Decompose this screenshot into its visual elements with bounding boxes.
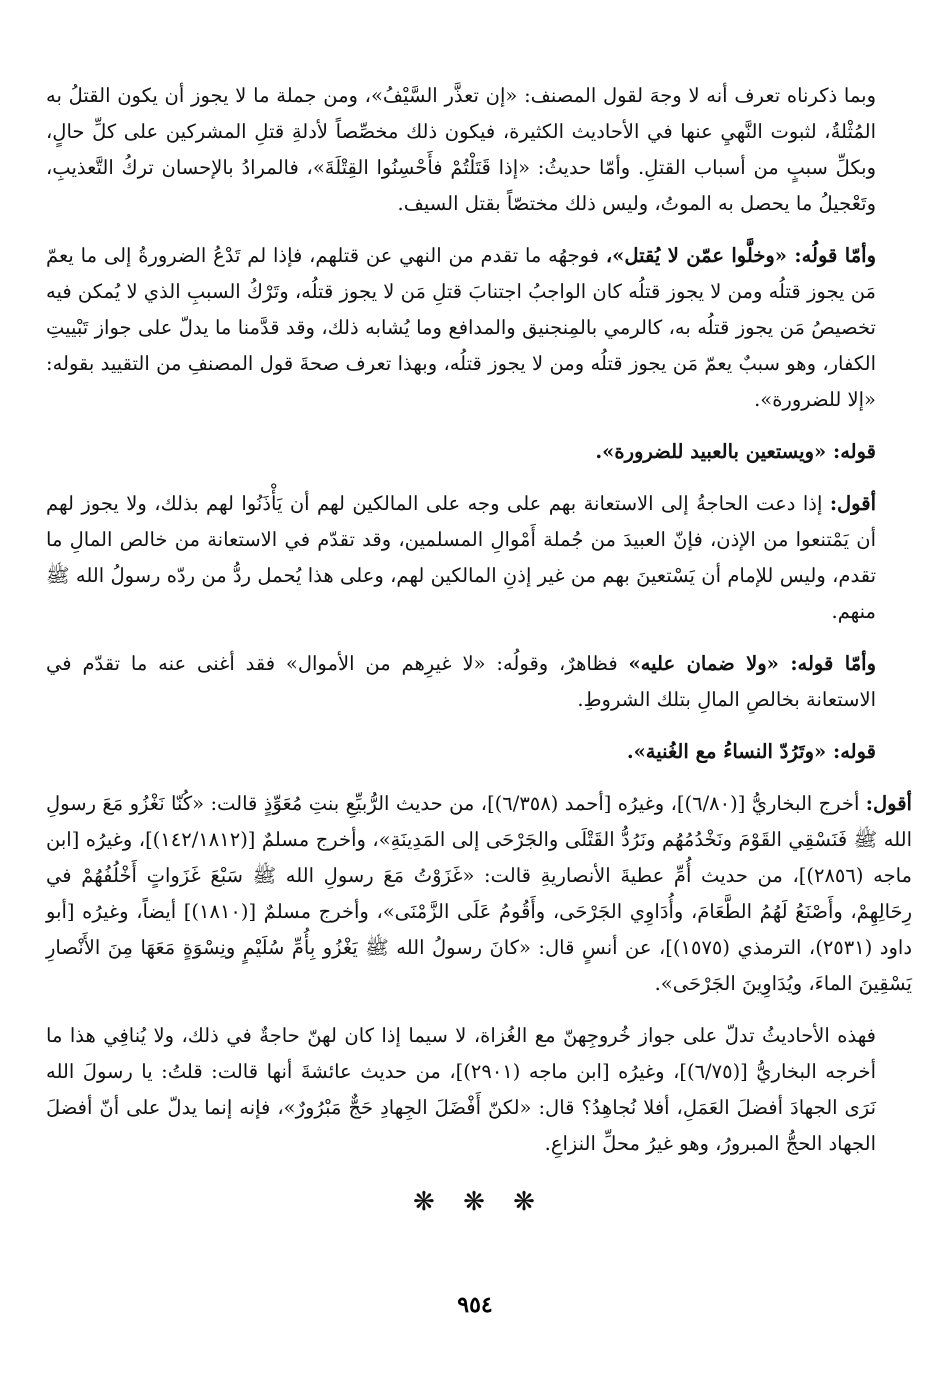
paragraph-5 — [46, 646, 912, 718]
page-body — [46, 78, 912, 1220]
paragraph-4 — [46, 486, 912, 630]
paragraph-lead: وأمّا قولُه: «وخلَّوا عمّن لا يُقتل»، — [605, 244, 876, 267]
paragraph-text: إذا دعت الحاجةُ إلى الاستعانة بهم على وجه على المالكين لهم أن يَأْذَنُوا لهم بذلك، ولا يجوز لهم أن يَمْتنعوا من الإذن، فإنّ العبيدَ من جُملة أَمْوالِ المسلمين، وقد تقدّم في الاستعانة من خالص المالِ ما تقدم، وليس للإمام أن يَسْتعينَ بهم من غير إذنِ المالكين لهم، وعلى هذا يُحمل ردُّ من ردّه رسولُ الله ﷺ منهم. — [46, 492, 876, 623]
paragraph-7 — [46, 786, 912, 1002]
paragraph-lead: وأمّا قوله: «ولا ضمان عليه» — [628, 652, 876, 675]
paragraph-6 — [46, 734, 912, 770]
paragraph-lead: قوله: «وتَرُدّ النساءُ مع الغُنية». — [626, 740, 876, 763]
paragraph-text: فهذه الأحاديثُ تدلّ على جواز خُروجِهنّ مع الغُزاة، لا سيما إذا كان لهنّ حاجةٌ في ذلك، ولا يُنافِي هذا ما أخرجه البخاريُّ [(٦/٧٥)]، وغيرُه [ابن ماجه (٢٩٠١)]، من حديث عائشةَ أنها قالت: قلتُ: يا رسولَ الله نَرَى الجهادَ أفضلَ العَمَلِ، أفلا نُجاهِدُ؟ قال: «لكنّ أَفْضَلَ الجِهادِ حَجٌّ مَبْرُورٌ»، فإنه إنما يدلّ على أنّ أفضلَ الجهاد الحجُّ المبرورُ، وهو غيرُ محلِّ النزاعِ. — [46, 1024, 876, 1155]
paragraph-text: فظاهرٌ، وقولُه: «لا غيرِهم من الأموال» فقد أغنى عنه ما تقدّم في الاستعانة بخالصِ المالِ بتلك الشروطِ. — [46, 652, 876, 711]
paragraph-text: أخرج البخاريُّ [(٦/٨٠)]، وغيرُه [أحمد (٦/٣٥٨)]، من حديث الرُّبيِّعِ بنتِ مُعَوِّذٍ قالت: «كُنّا نَغْزُو مَعَ رسولِ الله ﷺ فَنَسْقِي القَوْمَ ونَخْدُمُهُم ونَرُدُّ القَتْلَى والجَرْحَى إلى المَدِينَةِ»، وأخرج مسلمٌ [(١٤٢/١٨١٢)]، وغيرُه [ابن ماجه (٢٨٥٦)]، من حديث أُمِّ عطيةَ الأنصاريةِ قالت: «غَزَوْتُ مَعَ رسولِ الله ﷺ سَبْعَ غَزَواتٍ أَخْلُفُهُمْ في رِحَالِهِمْ، وأَصْنَعُ لَهُمُ الطَّعَامَ، وأُدَاوِي الجَرْحَى، وأَقُومُ عَلَى الزَّمْنَى»، وأخرج مسلمٌ [(١٨١٠)] أيضاً، وغيرُه [أبو داود (٢٥٣١)، الترمذي (١٥٧٥)]، عن أنسٍ قال: «كانَ رسولُ الله ﷺ يَغْزُو بِأُمِّ سُلَيْمٍ ونِسْوَةٍ مَعَهَا مِنَ الأَنْصارِ يَسْقِينَ الماءَ، ويُدَاوِينَ الجَرْحَى». — [46, 792, 913, 995]
paragraph-text: وبما ذكرناه تعرف أنه لا وجهَ لقول المصنف: «إن تعذَّر السَّيْفُ»، ومن جملة ما لا يجوز أن يكون القتلُ به المُثْلةُ، لثبوت النَّهيِ عنها في الأحاديث الكثيرة، فيكون ذلك مخصِّصاً لأدلةِ قتلِ المشركين على كلِّ حالٍ، وبكلِّ سببٍ من أسباب القتلِ. وأمّا حديثُ: «إذا قَتَلْتُمْ فأَحْسِنُوا القِتْلَةَ»، فالمرادُ بالإحسان تركُ التَّعذيبِ، وتَعْجيلُ ما يحصل به الموتُ، وليس ذلك مختصّاً بقتل السيف. — [46, 84, 876, 215]
paragraph-lead: قوله: «ويستعين بالعبيد للضرورة». — [595, 440, 876, 463]
section-ornament: ❋ ❋ ❋ — [413, 1187, 545, 1217]
paragraph-3 — [46, 434, 912, 470]
paragraph-1 — [46, 78, 912, 222]
page-number: ٩٥٤ — [457, 1292, 493, 1318]
paragraph-text: فوجهُه ما تقدم من النهي عن قتلهم، فإذا لم تَدْعُ الضرورةُ إلى ما يعمّ مَن يجوز قتلُه ومن لا يجوز قتلُه كان الواجبُ اجتنابَ قتلِ مَن لا يجوز قتلُه، وتَرْكُ السببِ الذي لا يُمكن فيه تخصيصُ مَن يجوز قتلُه به، كالرمي بالمِنجنيق والمدافع وما يُشابه ذلك، وقد قدَّمنا ما يدلّ على جواز تَبْييتِ الكفار، وهو سببٌ يعمّ مَن يجوز قتلُه ومن لا يجوز قتلُه، وبهذا تعرف صحةَ قول المصنفِ من التقييد بقوله: «إلا للضرورة». — [46, 244, 876, 411]
paragraph-8 — [46, 1018, 912, 1162]
paragraph-2 — [46, 238, 912, 418]
paragraph-lead: أقول: — [865, 792, 912, 815]
paragraph-lead: أقول: — [829, 492, 876, 515]
